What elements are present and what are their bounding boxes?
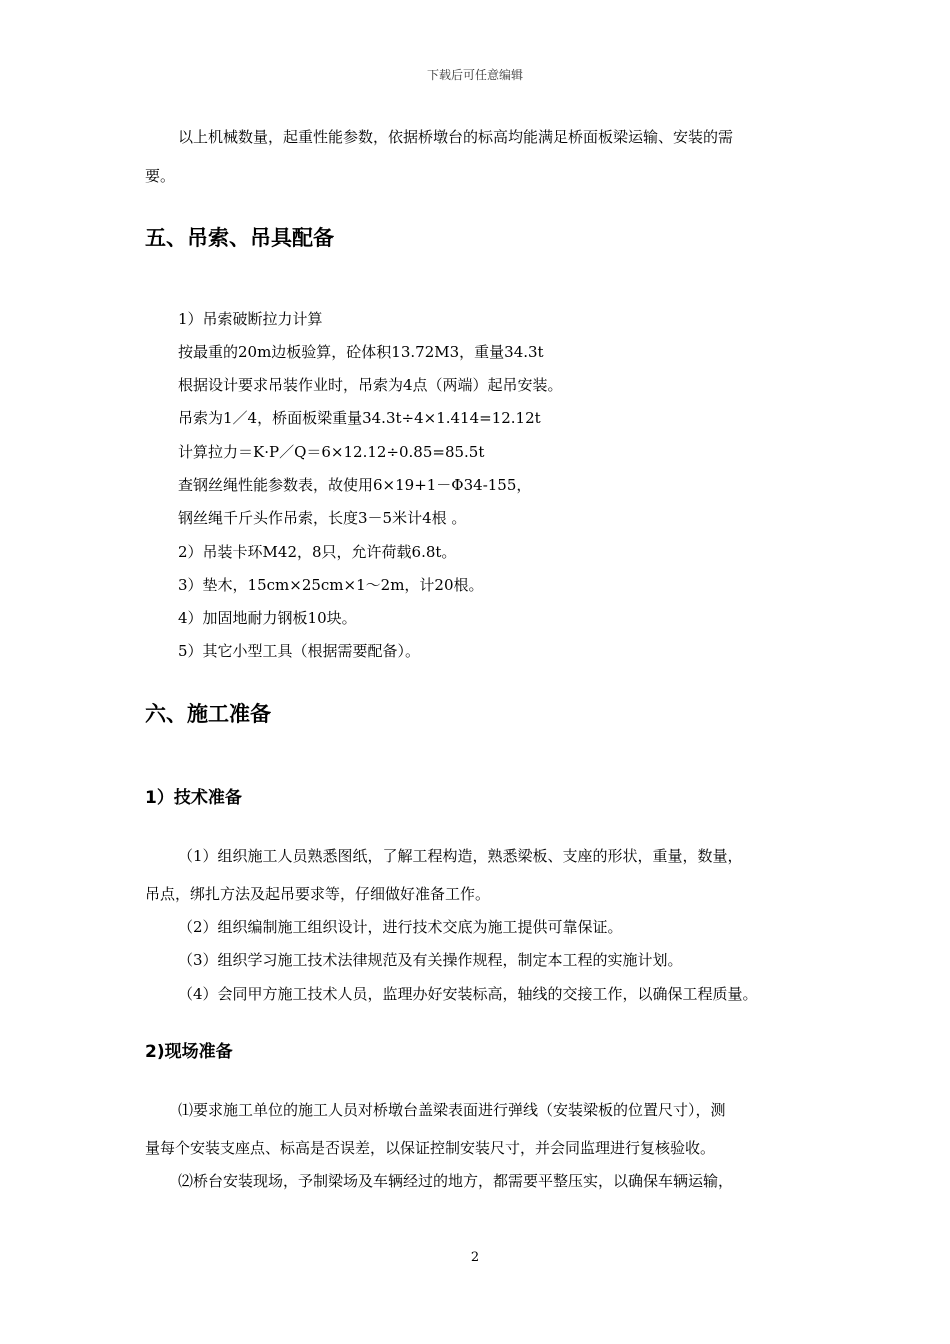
section-5-line-2: 按最重的20m边板验算，砼体积13.72M3，重量34.3t <box>178 343 544 361</box>
section-5-line-9: 3）垫木，15cm×25cm×1～2m，计20根。 <box>178 576 484 594</box>
section-5-line-10: 4）加固地耐力钢板10块。 <box>178 609 357 627</box>
page-header: 下载后可任意编辑 <box>426 68 523 82</box>
section-5-line-1: 1）吊索破断拉力计算 <box>178 310 323 328</box>
section-5-line-7: 钢丝绳千斤头作吊索，长度3－5米计4根 。 <box>178 509 467 527</box>
tech-prep-p3: （3）组织学习施工技术法律规范及有关操作规程，制定本工程的实施计划。 <box>178 951 683 969</box>
section-5-line-8: 2）吊装卡环M42，8只，允许荷载6.8t。 <box>178 543 457 561</box>
section-5-line-6: 查钢丝绳性能参数表，故使用6×19+1－Φ34-155， <box>178 476 532 494</box>
site-prep-p2: ⑵桥台安装现场，予制梁场及车辆经过的地方，都需要平整压实，以确保车辆运输， <box>178 1172 734 1190</box>
section-6-title: 六、施工准备 <box>145 702 271 726</box>
section-5-line-5: 计算拉力＝K·P／Q＝6×12.12÷0.85=85.5t <box>178 443 485 461</box>
section-5-line-3: 根据设计要求吊装作业时，吊索为4点（两端）起吊安装。 <box>178 376 563 394</box>
intro-line-2: 要。 <box>145 167 176 185</box>
subsection-2-title: 2)现场准备 <box>145 1042 233 1062</box>
site-prep-p1-line-1: ⑴要求施工单位的施工人员对桥墩台盖梁表面进行弹线（安装梁板的位置尺寸），测 <box>178 1101 726 1119</box>
tech-prep-p2: （2）组织编制施工组织设计，进行技术交底为施工提供可靠保证。 <box>178 918 623 936</box>
site-prep-p1-line-2: 量每个安装支座点、标高是否误差，以保证控制安装尺寸，并会同监理进行复核验收。 <box>145 1139 716 1157</box>
intro-line-1: 以上机械数量，起重性能参数，依据桥墩台的标高均能满足桥面板梁运输、安装的需 <box>178 128 734 146</box>
subsection-1-title: 1）技术准备 <box>145 788 242 808</box>
page-number: 2 <box>470 1250 480 1265</box>
tech-prep-p1-line-1: （1）组织施工人员熟悉图纸，了解工程构造，熟悉梁板、支座的形状，重量，数量， <box>178 847 743 865</box>
section-5-line-11: 5）其它小型工具（根据需要配备）。 <box>178 642 421 660</box>
tech-prep-p4: （4）会同甲方施工技术人员，监理办好安装标高，轴线的交接工作，以确保工程质量。 <box>178 985 758 1003</box>
section-5-title: 五、吊索、吊具配备 <box>145 226 334 250</box>
tech-prep-p1-line-2: 吊点，绑扎方法及起吊要求等，仔细做好准备工作。 <box>145 885 491 903</box>
section-5-line-4: 吊索为1／4，桥面板梁重量34.3t÷4×1.414=12.12t <box>178 409 541 427</box>
